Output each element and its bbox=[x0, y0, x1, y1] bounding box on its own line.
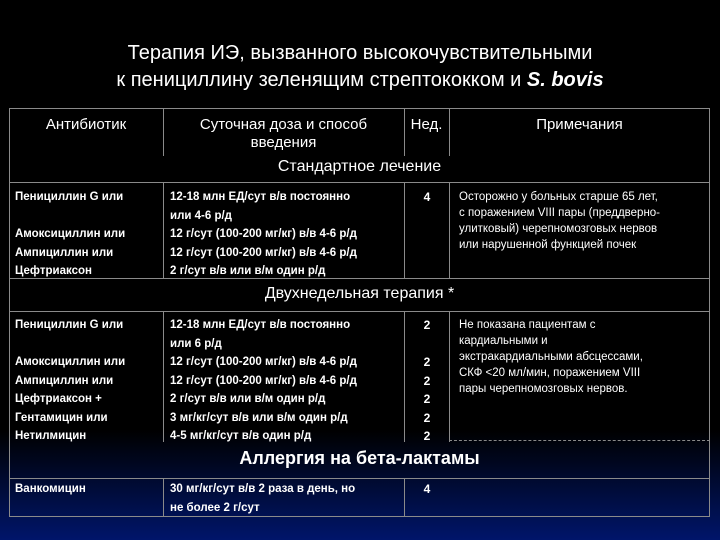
column-divider bbox=[163, 311, 164, 442]
standard-weeks bbox=[412, 188, 442, 207]
title-line-2-text: к пенициллину зеленящим стрептококком и bbox=[116, 69, 527, 91]
weeks-cell: 2 bbox=[423, 318, 431, 332]
antibiotic-cell bbox=[15, 207, 125, 226]
section-standard-title: Стандартное лечение bbox=[277, 158, 442, 175]
two-week-doses bbox=[170, 316, 357, 446]
antibiotic-cell: Пенициллин G или bbox=[15, 319, 124, 331]
antibiotic-cell: Ампициллин или bbox=[15, 374, 114, 387]
two-week-weeks bbox=[412, 316, 442, 446]
note-line: с поражением VIII пары (преддверно- bbox=[459, 207, 661, 219]
antibiotic-cell: Амоксициллин или bbox=[15, 228, 126, 240]
dose-cell: 12 г/сут (100-200 мг/кг) в/в 4-6 р/д bbox=[170, 246, 357, 259]
allergy-antibiotics bbox=[15, 480, 86, 499]
note-line: СКФ <20 мл/мин, поражением VIII bbox=[459, 367, 641, 379]
slide-title bbox=[20, 40, 700, 94]
antibiotic-cell: Гентамицин или bbox=[15, 411, 108, 424]
two-week-notes bbox=[459, 317, 643, 397]
row-divider bbox=[9, 182, 710, 183]
row-divider bbox=[9, 478, 710, 479]
weeks-cell: 2 bbox=[423, 410, 431, 425]
standard-antibiotics bbox=[15, 188, 125, 281]
weeks-cell: 2 bbox=[423, 429, 431, 443]
dose-cell: 12-18 млн ЕД/сут в/в постоянно bbox=[170, 191, 351, 203]
title-line-2 bbox=[20, 67, 700, 94]
antibiotic-cell: Пенициллин G или bbox=[15, 191, 124, 203]
note-line: пары черепномозговых нервов. bbox=[459, 383, 628, 395]
header-dose-line-1: Суточная доза и способ bbox=[199, 116, 368, 133]
header-dose bbox=[163, 116, 404, 152]
antibiotic-cell: Ампициллин или bbox=[15, 246, 114, 259]
weeks-cell: 4 bbox=[423, 190, 431, 204]
dose-cell: 12 г/сут (100-200 мг/кг) в/в 4-6 р/д bbox=[170, 356, 357, 368]
column-divider bbox=[404, 182, 405, 278]
standard-notes bbox=[459, 189, 660, 253]
column-divider bbox=[163, 478, 164, 517]
title-line-1: Терапия ИЭ, вызванного высокочувствительными bbox=[127, 42, 593, 64]
column-divider bbox=[449, 182, 450, 278]
header-dose-line-2: введения bbox=[250, 134, 317, 151]
header-antibiotic: Антибиотик bbox=[45, 116, 127, 133]
title-organism: S. bovis bbox=[526, 69, 604, 91]
antibiotic-cell: Амоксициллин или bbox=[15, 356, 126, 368]
weeks-cell: 2 bbox=[423, 392, 431, 406]
note-line: кардиальными и bbox=[459, 335, 548, 347]
dose-cell: 30 мг/кг/сут в/в 2 раза в день, но bbox=[170, 483, 356, 495]
antibiotic-cell: Цефтриаксон + bbox=[15, 393, 102, 405]
note-line: улитковый) черепномозговых нервов bbox=[459, 223, 658, 235]
dose-cell: 2 г/сут в/в или в/м один р/д bbox=[170, 393, 326, 405]
note-line: или нарушенной функцией почек bbox=[459, 239, 637, 251]
antibiotic-cell: Нетилмицин bbox=[15, 430, 87, 442]
weeks-cell: 2 bbox=[423, 355, 431, 369]
note-line: экстракардиальными абсцессами, bbox=[459, 351, 643, 363]
column-divider bbox=[449, 311, 450, 442]
allergy-weeks bbox=[412, 480, 442, 499]
header-notes: Примечания bbox=[536, 116, 623, 133]
dashed-divider bbox=[449, 440, 710, 441]
dose-cell: 12 г/сут (100-200 мг/кг) в/в 4-6 р/д bbox=[170, 374, 357, 387]
section-two-week-title: Двухнедельная терапия * bbox=[264, 285, 455, 302]
dose-cell: 3 мг/кг/сут в/в или в/м один р/д bbox=[170, 411, 348, 424]
section-allergy-title: Аллергия на бета-лактамы bbox=[239, 448, 480, 468]
antibiotic-cell: Ванкомицин bbox=[15, 483, 86, 495]
standard-doses bbox=[170, 188, 357, 281]
column-divider bbox=[163, 182, 164, 278]
dose-cell: не более 2 г/сут bbox=[170, 501, 260, 514]
column-divider bbox=[404, 478, 405, 517]
dose-cell: или 6 р/д bbox=[170, 337, 222, 350]
dose-cell: или 4-6 р/д bbox=[170, 209, 232, 222]
header-weeks: Нед. bbox=[410, 116, 443, 133]
dose-cell: 4-5 мг/кг/сут в/в один р/д bbox=[170, 430, 312, 442]
column-divider bbox=[404, 311, 405, 442]
weeks-cell bbox=[412, 335, 442, 354]
dose-cell: 12-18 млн ЕД/сут в/в постоянно bbox=[170, 319, 351, 331]
note-line: Не показана пациентам с bbox=[459, 319, 596, 331]
allergy-doses bbox=[170, 480, 355, 517]
weeks-cell: 2 bbox=[423, 373, 431, 388]
note-line: Осторожно у больных старше 65 лет, bbox=[459, 191, 658, 203]
row-divider bbox=[9, 311, 710, 312]
two-week-antibiotics bbox=[15, 316, 125, 446]
antibiotic-cell: Цефтриаксон bbox=[15, 265, 92, 277]
dose-cell: 2 г/сут в/в или в/м один р/д bbox=[170, 265, 326, 277]
dose-cell: 12 г/сут (100-200 мг/кг) в/в 4-6 р/д bbox=[170, 228, 357, 240]
antibiotic-cell bbox=[15, 335, 125, 354]
weeks-cell: 4 bbox=[423, 482, 431, 496]
